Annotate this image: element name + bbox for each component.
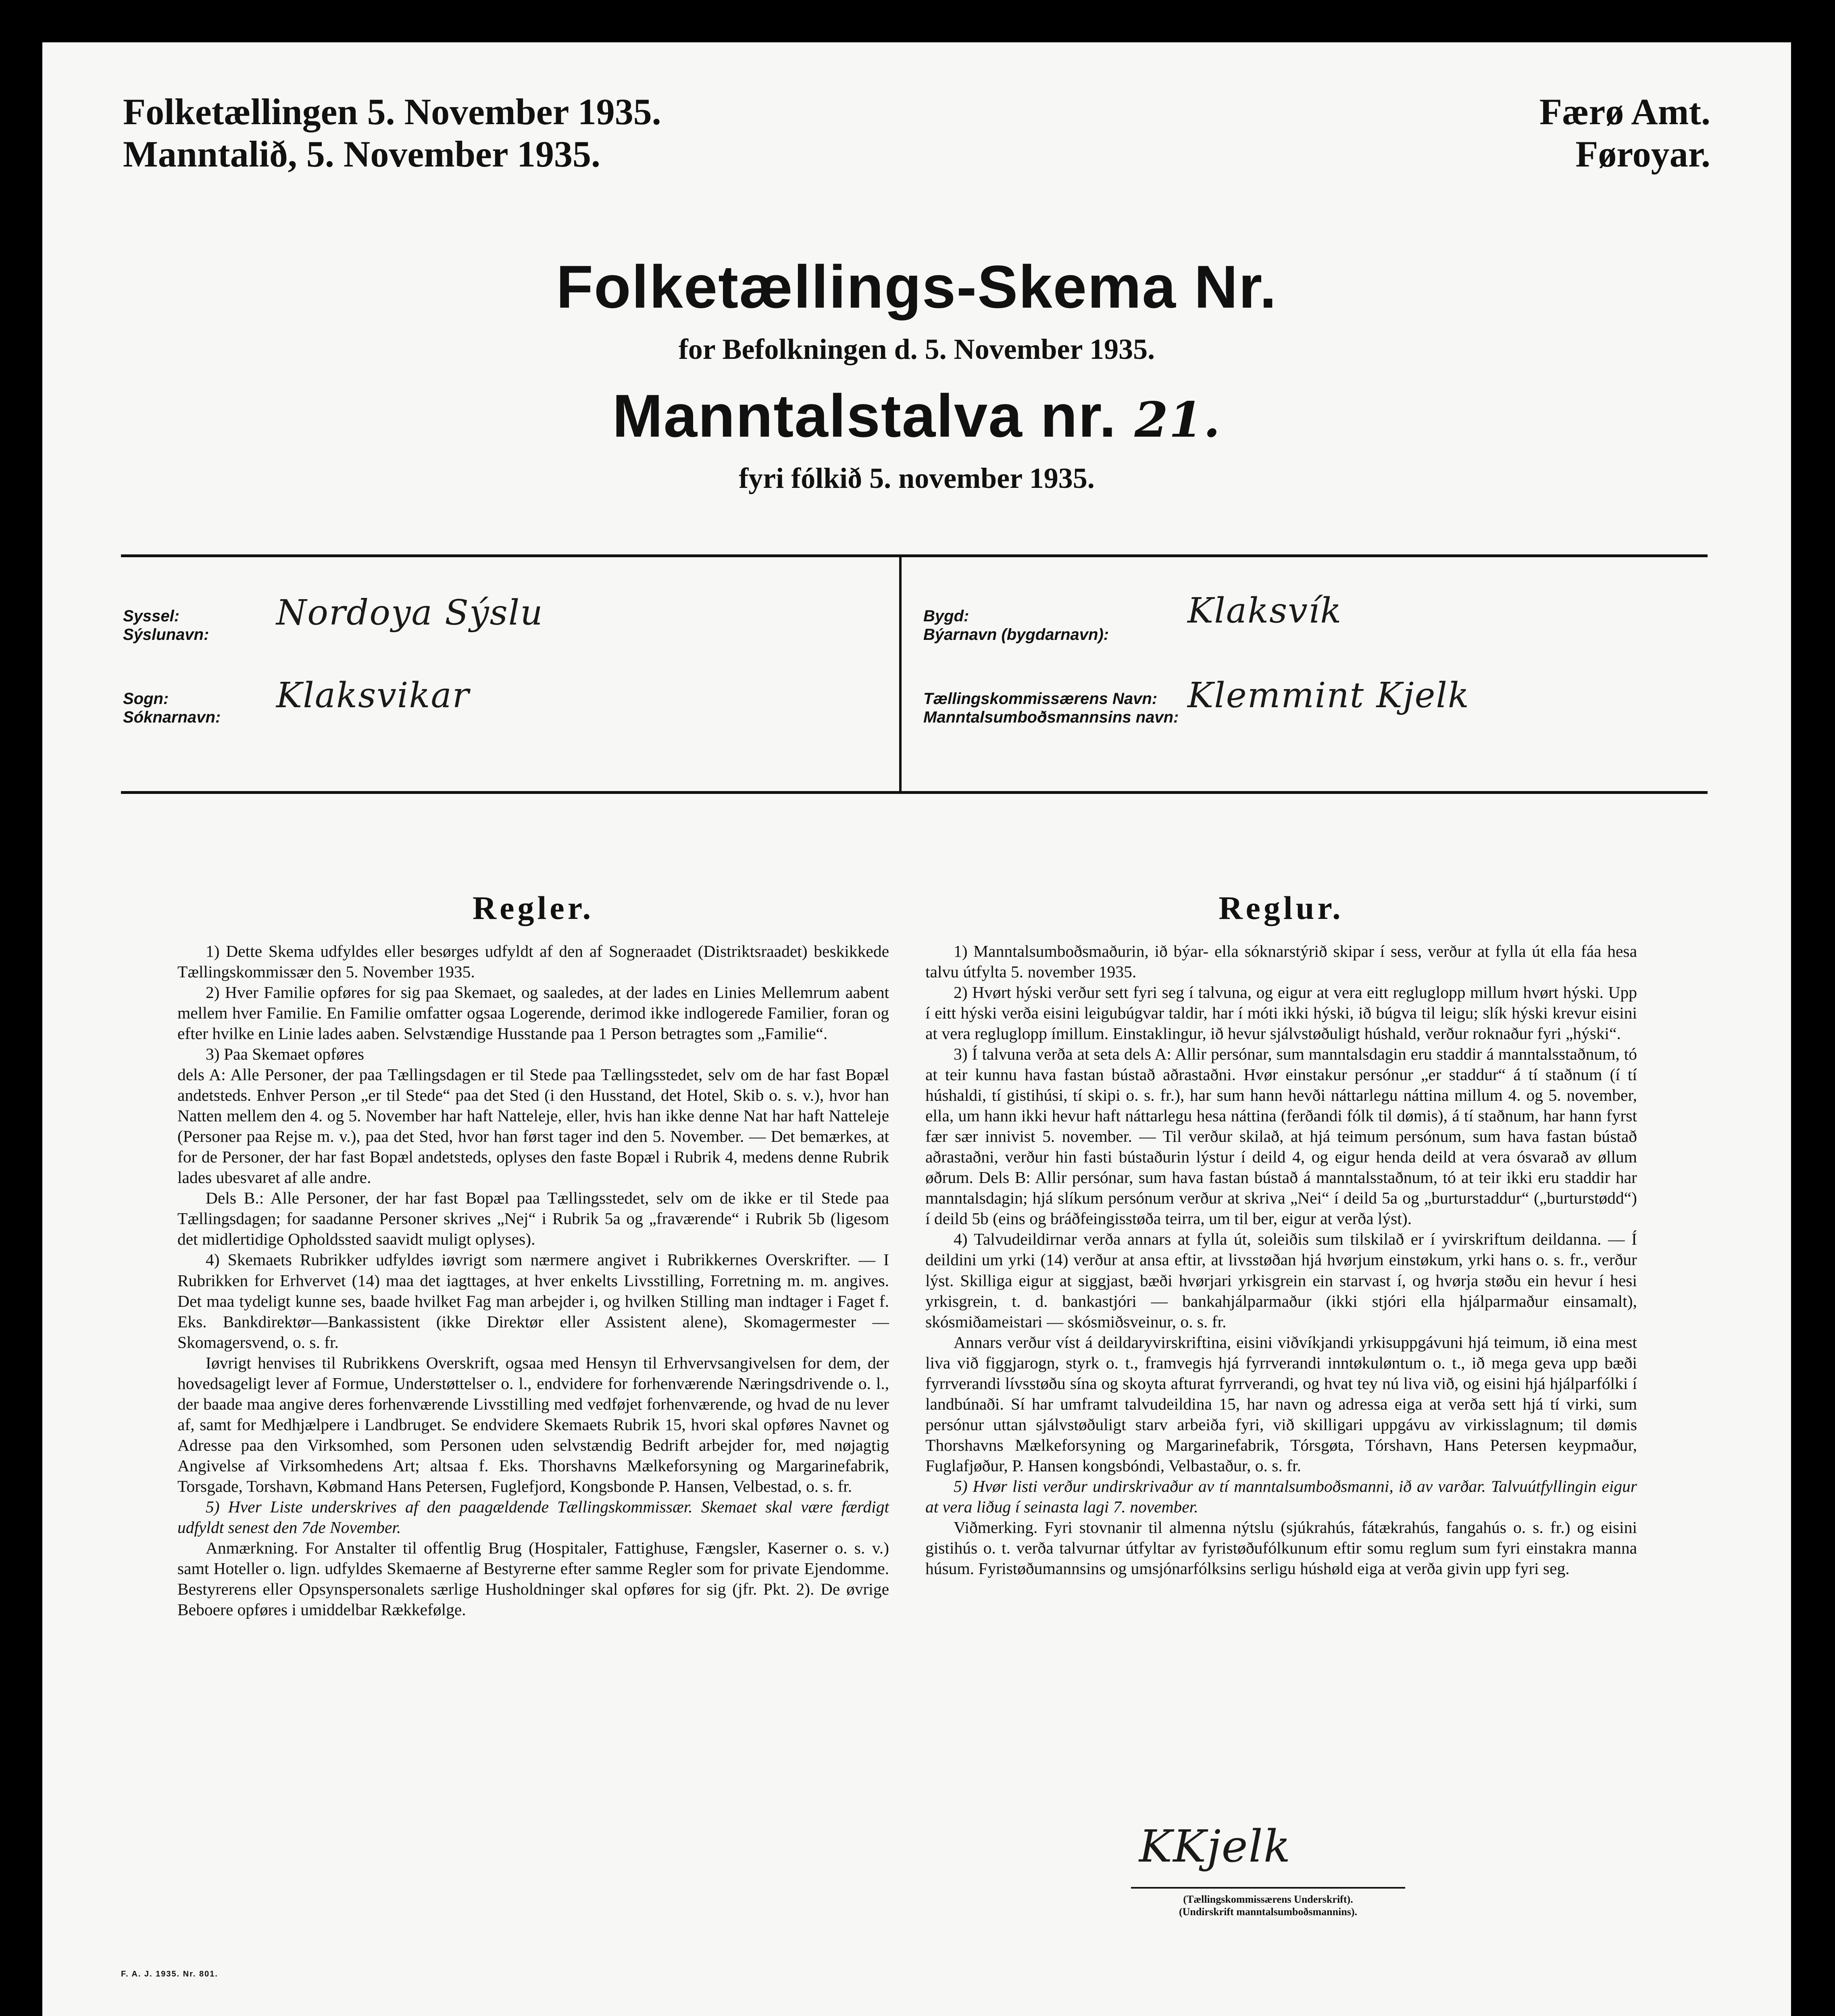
census-form-page [42,42,1791,2016]
regler-paragraph: 5) Hver Liste underskrives af den paagældende Tællingskommissær. Skemaet skal være færdigt udfyldt senest den 7de November. [177,1497,889,1537]
form-subtitle-fo: fyri fólkið 5. november 1935. [739,462,1095,494]
header-census-da: Folketællingen 5. November 1935. [123,91,661,132]
form-subtitle-da: for Befolkningen d. 5. November 1935. [678,333,1155,365]
regler-paragraph: Dels B.: Alle Personer, der har fast Bopæl paa Tællingsstedet, selv om de ikke er til Stede paa Tællingsdagen; for saadanne Personer skrives „Nej“ i Rubrik 5a og „fraværende“ i Rubrik 5b (ligesom det midlertidige Opholdssted saavidt muligt oplyses). [177,1189,889,1249]
signature-caption: (Tællingskommissærens Underskrift). (Undirskrift manntalsumboðsmannins). [1179,1893,1358,1918]
regler-paragraph: 2) Hver Familie opføres for sig paa Skemaet, og saaledes, at der lades en Linies Mellemrum aabent mellem hver Familie. En Familie omfatter ogsaa Logerende, derimod ikke indlogerede Familier, foran og efter hvilke en Linie lades aaben. Selvstændige Husstande paa 1 Person betragtes som „Familie“. [177,983,889,1043]
syssel-value: Nordoya Sýslu [276,593,544,633]
form-title-fo [42,381,1791,451]
regler-column [177,889,889,1620]
regler-text [177,941,889,1620]
reglur-text [925,941,1637,1579]
header-left [123,91,661,175]
rule-top [121,554,1708,557]
reglur-paragraph: 4) Talvudeildirnar verða annars at fylla út, soleiðis sum tilskilað er í yvirskriftum deildanna. — Í deildini um yrki (14) verður at ansa eftir, at livsstøðan hjá hvørjum einstøkum, yrki hans o. s. fr., verður lýst. Skilliga eigur at siggjast, bæði hvørjari yrkisgrein ein starvast í, og hvørja støðu ein hevur í hesi yrkisgrein, t. d. bankastjóri — bankahjálparmaður (ikki stjóri ella hjálparmaður einsamalt), skósmiðameistari — skósmiðsveinur, o. s. fr. [925,1230,1637,1331]
regler-paragraph: 1) Dette Skema udfyldes eller besørges udfyldt af den af Sogneraadet (Distriktsraadet) beskikkede Tællingskommissær den 5. November 1935. [177,942,889,981]
regler-paragraph: 3) Paa Skemaet opføres [206,1045,364,1064]
reglur-paragraph: Viðmerking. Fyri stovnanir til almenna nýtslu (sjúkrahús, fátækrahús, fangahús o. s. fr.) og eisini gistihús o. t. verða talvurnar útfyltar av fyristøðufólkunum eftir somu reglum sum fyri einstakra manna húsum. Fyristøðumannsins og umsjónarfólksins serligu húshøld eiga at verða givin upp fyri seg. [925,1518,1637,1578]
regler-paragraph: 4) Skemaets Rubrikker udfyldes iøvrigt som nærmere angivet i Rubrikkernes Overskrifter. — I Rubrikken for Erhvervet (14) maa det iagttages, at hver enkelts Livsstilling, Forretning m. m. angives. Det maa tydeligt kunne ses, baade hvilket Fag man arbejder i, og hvilken Stilling man indtager i Faget f. Eks. Bankdirektør—Bankassistent (ikke Direktør eller Assistent alene), Skomagermester — Skomagersvend, o. s. fr. [177,1250,889,1352]
reglur-paragraph: 1) Manntalsumboðsmaðurin, ið býar- ella sóknarstýrið skipar í sess, verður at fylla út ella fáa hesa talvu útfylta 5. november 1935. [925,942,1637,981]
printer-mark: F. A. J. 1935. Nr. 801. [121,1970,218,1979]
bygd-label: Bygd: Býarnavn (bygdarnavn): [923,607,1109,644]
reglur-paragraph: 5) Hvør listi verður undirskrivaður av tí manntalsumboðsmanni, ið av varðar. Talvuútfyllingin eigur at vera liðug í seinasta lagi 7. november. [925,1477,1637,1516]
regler-paragraph: Anmærkning. For Anstalter til offentlig Brug (Hospitaler, Fattighuse, Fængsler, Kaserner o. s. v.) samt Hoteller o. lign. udfyldes Skemaerne af Bestyrerne efter samme Regler som for private Ejendomme. Bestyrerens eller Opsynspersonalets særlige Husholdninger skal opføres for sig (jfr. Pkt. 2). De øvrige Beboere opføres i umiddelbar Rækkefølge. [177,1538,889,1619]
signature-handwritten: KKjelk [1139,1820,1291,1872]
reglur-column [925,889,1637,1579]
header-county-da: Færø Amt. [1539,91,1710,132]
form-title-da: Folketællings-Skema Nr. [556,253,1277,321]
header-county-fo: Føroyar. [1575,133,1710,175]
regler-paragraph: Iøvrigt henvises til Rubrikkens Overskrift, ogsaa med Hensyn til Erhvervsangivelsen for dem, der hovedsageligt lever af Formue, Understøttelser o. l., endvidere for forhenværende Næringsdrivende o. l., der baade maa angive deres forhenværende Livsstilling med vedføjet forhenværende, og hvad de nu lever af, samt for Medhjælpere i Landbruget. Se endvidere Skemaets Rubrik 15, hvori skal opføres Navnet og Adresse paa den Virksomhed, som Personen uden selvstændig Bedrift arbejder for, med nøjagtig Angivelse af Virksomhedens Art; altsaa f. Eks. Thorshavns Mælkeforsyning og Margarinefabrik, Torsgade, Torshavn, Købmand Hans Petersen, Fuglefjord, Kongsbonde P. Hansen, Velbestad, o. s. fr. [177,1353,889,1495]
reglur-heading: Reglur. [1218,889,1344,926]
signature-line [1131,1887,1405,1889]
header-census-fo: Manntalið, 5. November 1935. [123,133,601,175]
reglur-paragraph: 3) Í talvuna verða at seta dels A: Allir persónar, sum manntalsdagin eru staddir á manntalsstaðnum, tó at teir kunnu hava fastan bústað aðrastaðni. Hvør einstakur persónur „er staddur“ á tí staðnum (í tí húshaldi, tí gistihúsi, tí skipi o. s. fr.), har sum hann hevði náttarlegu náttina millum 4. og 5. november, ella, um hann ikki hevur haft náttarlegu hesa náttina (ferðandi fólk til dømis), á tí staðnum, har hann fyrst fær sær innivist 5. november. — Til verður skilað, at hjá teimum persónum, sum hava fastan bústað aðrastaðni, verður hin fasti bústaðurin lýstur í deild 4, og eigur henda deild at vera ósvarað av øllum øðrum. Dels B: Allir persónar, sum hava fastan bústað á manntalsstaðnum, tó at teir ikki eru staddir har manntalsdagin; hjá slíkum persónum verður at skriva „Nei“ í deild 5a og „burturstaddur“ („burturstødd“) í deild 5b (eins og bráðfeingisstøða teirra, um til ber, eigur at verða lýst). [925,1045,1637,1228]
regler-paragraph: dels A: Alle Personer, der paa Tællingsdagen er til Stede paa Tællingsstedet, selv om de har fast Bopæl andetsteds. Enhver Person „er til Stede“ paa det Sted (i den Husstand, det Hotel, Skib o. s. v.), hvor han Natten mellem den 4. og 5. November har haft Natteleje, eller, hvis han ikke denne Nat har haft Natteleje (Personer paa Rejse m. v.), paa det Sted, hvor han først tager ind den 5. November. — Det bemærkes, at for de Personer, der har fast Bopæl andetsteds, oplyses den faste Bopæl i Rubrik 4, medens denne Rubrik lades ubesvaret af alle andre. [177,1065,889,1187]
form-number-handwritten: 21. [1134,392,1221,448]
header-right [1539,91,1710,175]
sogn-value: Klaksvikar [276,675,470,716]
form-title-fo-text: Manntalstalva nr. [612,382,1117,450]
reglur-paragraph: 2) Hvørt hýski verður sett fyri seg í talvuna, og eigur at vera eitt regluglopp millum hvørt hýski. Upp í eitt hýski verða eisini leigubúgvar taldir, har í móti ikki hýski, ið búgva til leigu; slík hýski krevur eisini at vera regluglopp ímillum. Einstaklingur, ið hevur sjálvstøðuligt húshald, verður roknaður fyri „hýski“. [925,983,1637,1043]
bygd-value: Klaksvík [1187,591,1342,631]
rule-center-vertical [899,557,902,791]
kommissaer-value: Klemmint Kjelk [1187,675,1470,716]
syssel-label: Syssel: Sýslunavn: [123,607,209,644]
reglur-paragraph: Annars verður víst á deildaryvirskriftina, eisini viðvíkjandi yrkisuppgávuni hjá teimum, ið eina mest liva við figgjarogn, styrk o. t., framvegis hjá fyrrverandi inntøkuløntum o. t., ið mega geva upp bæði fyrrverandi lívsstøðu sína og skoyta afturat fyrrverandi, og hvat tey nú liva við, og eisini hjá hjálparfólki í landbúnaði. Sí har umframt talvudeildina 15, har navn og adressa eiga at verða sett hjá tí virki, sum persónur uttan sjálvstøðuligt starv arbeiða fyri, við skilligari uppgávu av virkisslagnum; til dømis Thorshavns Mælkeforsyning og Margarinefabrik, Tórsgøta, Tórshavn, Hans Petersen keypmaður, Fuglafjøður, P. Hansen kongsbóndi, Velbastaður, o. s. fr. [925,1333,1637,1475]
kommissaer-label: Tællingskommissærens Navn: Manntalsumboðsmannsins navn: [923,690,1179,726]
sogn-label: Sogn: Sóknarnavn: [123,690,221,726]
regler-heading: Regler. [472,889,594,926]
rule-bottom [121,791,1708,794]
